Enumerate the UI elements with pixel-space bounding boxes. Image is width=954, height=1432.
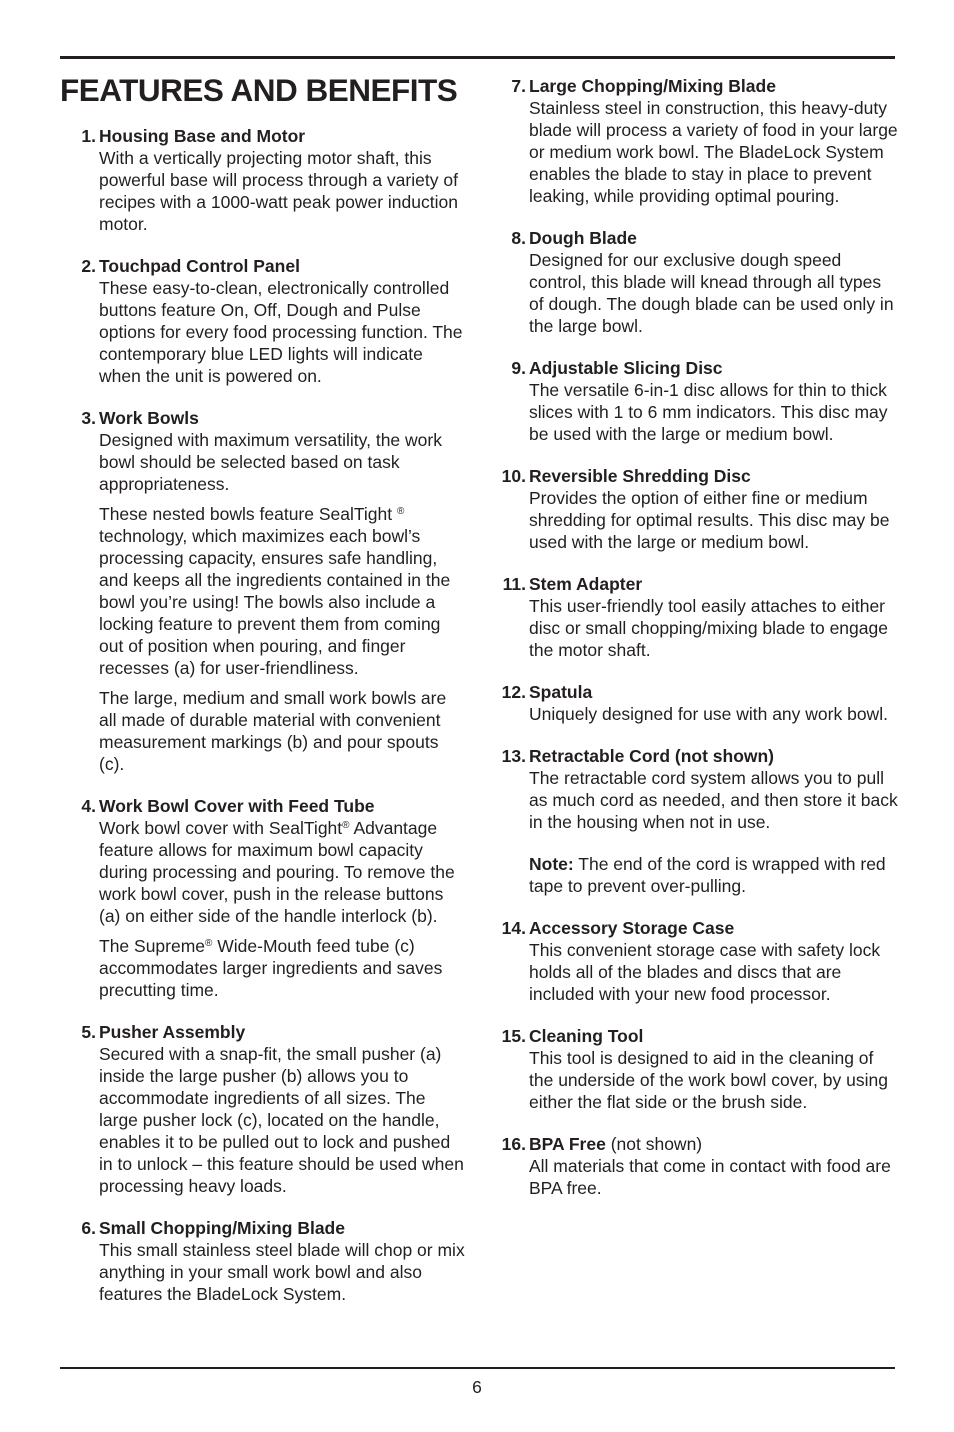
item-description: Designed for our exclusive dough speed control, this blade will knead through all types of dough. The dough blade can be used only in the large bowl.: [529, 250, 894, 336]
item-heading: Retractable Cord (not shown): [529, 746, 775, 766]
item-description: This convenient storage case with safety lock holds all of the blades and discs that are included with your new food processor.: [529, 940, 881, 1004]
item-heading: Reversible Shredding Disc: [529, 466, 751, 486]
feature-item-7: [498, 75, 898, 207]
item-number: 4.: [81, 796, 96, 816]
page-number: 6: [472, 1377, 482, 1397]
item-description: This tool is designed to aid in the cleaning of the underside of the work bowl cover, by using either the flat side or the brush side.: [529, 1048, 888, 1112]
registered-mark: ®: [205, 938, 213, 949]
feature-item-4: [68, 795, 468, 1001]
item-number: 9.: [511, 358, 526, 378]
item-number: 6.: [81, 1218, 96, 1238]
item-description: Uniquely designed for use with any work bowl.: [529, 704, 888, 724]
item-number: 7.: [511, 76, 526, 96]
feature-item-13: [498, 745, 898, 897]
item-description: These nested bowls feature SealTight ® technology, which maximizes each bowl’s processing capacity, ensures safe handling, and keeps all the ingredients contained in the bowl you’re using! The bowls also include a locking feature to prevent them from coming out of position when pouring, and finger recesses (a) for user-friendliness.: [99, 504, 451, 678]
note-label: Note:: [529, 854, 574, 874]
item-heading: Work Bowls: [99, 408, 199, 428]
left-column: [68, 125, 468, 1325]
item-number: 3.: [81, 408, 96, 428]
item-number: 2.: [81, 256, 96, 276]
item-number: 15.: [501, 1026, 526, 1046]
feature-item-14: [498, 917, 898, 1005]
item-number: 1.: [81, 126, 96, 146]
item-heading: Accessory Storage Case: [529, 918, 735, 938]
item-description: All materials that come in contact with food are BPA free.: [529, 1156, 891, 1198]
item-description: Work bowl cover with SealTight® Advantage feature allows for maximum bowl capacity during processing and pouring. To remove the work bowl cover, push in the release buttons (a) on either side of the handle interlock (b).: [99, 818, 455, 926]
feature-item-5: [68, 1021, 468, 1197]
feature-item-16: [498, 1133, 898, 1199]
page-title: FEATURES AND BENEFITS: [60, 72, 458, 108]
feature-item-11: [498, 573, 898, 661]
item-number: 10.: [501, 466, 526, 486]
right-column: [498, 75, 898, 1219]
feature-item-9: [498, 357, 898, 445]
registered-mark: ®: [342, 820, 350, 831]
item-number: 8.: [511, 228, 526, 248]
item-description: The versatile 6-in-1 disc allows for thin to thick slices with 1 to 6 mm indicators. This disc may be used with the large or medium bowl.: [529, 380, 888, 444]
heading-suffix: (not shown): [610, 1134, 703, 1154]
item-description: Stainless steel in construction, this heavy-duty blade will process a variety of food in your large or medium work bowl. The BladeLock System enables the blade to stay in place to prevent leaking, while providing optimal pouring.: [529, 98, 898, 206]
feature-item-2: [68, 255, 468, 387]
item-number: 5.: [81, 1022, 96, 1042]
item-description: With a vertically projecting motor shaft, this powerful base will process through a variety of recipes with a 1000-watt peak power induction motor.: [99, 148, 458, 234]
item-heading: Work Bowl Cover with Feed Tube: [99, 796, 375, 816]
item-number: 13.: [501, 746, 526, 766]
item-heading: Housing Base and Motor: [99, 126, 306, 146]
feature-item-6: [68, 1217, 468, 1305]
top-rule: [60, 56, 895, 59]
item-number: 16.: [501, 1134, 526, 1154]
item-heading: Stem Adapter: [529, 574, 643, 594]
bottom-rule: [60, 1367, 895, 1369]
item-description: These easy-to-clean, electronically controlled buttons feature On, Off, Dough and Pulse options for every food processing function. The contemporary blue LED lights will indicate when the unit is powered on.: [99, 278, 463, 386]
item-description: The retractable cord system allows you to pull as much cord as needed, and then store it back in the housing when not in use.: [529, 768, 898, 832]
feature-item-15: [498, 1025, 898, 1113]
item-number: 12.: [501, 682, 526, 702]
feature-item-10: [498, 465, 898, 553]
item-description: This user-friendly tool easily attaches to either disc or small chopping/mixing blade to engage the motor shaft.: [529, 596, 888, 660]
item-note: Note: The end of the cord is wrapped with red tape to prevent over-pulling.: [529, 854, 886, 896]
item-heading: Touchpad Control Panel: [99, 256, 300, 276]
feature-item-12: [498, 681, 898, 725]
item-heading: BPA Free (not shown): [529, 1134, 703, 1154]
item-heading: Pusher Assembly: [99, 1022, 246, 1042]
item-description: Provides the option of either fine or medium shredding for optimal results. This disc may be used with the large or medium bowl.: [529, 488, 890, 552]
item-description: The large, medium and small work bowls are all made of durable material with convenient measurement markings (b) and pour spouts (c).: [99, 688, 447, 774]
item-description: Secured with a snap-fit, the small pusher (a) inside the large pusher (b) allows you to accommodate ingredients of all sizes. The large pusher lock (c), located on the handle, enables it to be pulled out to lock and pushed in to unlock – this feature should be used when processing heavy loads.: [99, 1044, 464, 1196]
item-heading: Spatula: [529, 682, 593, 702]
item-number: 14.: [501, 918, 526, 938]
item-number: 11.: [502, 574, 526, 594]
item-description: Designed with maximum versatility, the work bowl should be selected based on task appropriateness.: [99, 430, 442, 494]
registered-mark: ®: [397, 506, 405, 517]
item-description: The Supreme® Wide-Mouth feed tube (c) accommodates larger ingredients and saves precutting time.: [99, 936, 443, 1000]
feature-item-3: [68, 407, 468, 775]
item-heading: Dough Blade: [529, 228, 637, 248]
item-heading: Adjustable Slicing Disc: [529, 358, 723, 378]
item-heading: Small Chopping/Mixing Blade: [99, 1218, 345, 1238]
feature-item-1: [68, 125, 468, 235]
feature-item-8: [498, 227, 898, 337]
item-description: This small stainless steel blade will chop or mix anything in your small work bowl and also features the BladeLock System.: [99, 1240, 465, 1304]
item-heading: Cleaning Tool: [529, 1026, 644, 1046]
item-heading: Large Chopping/Mixing Blade: [529, 76, 776, 96]
